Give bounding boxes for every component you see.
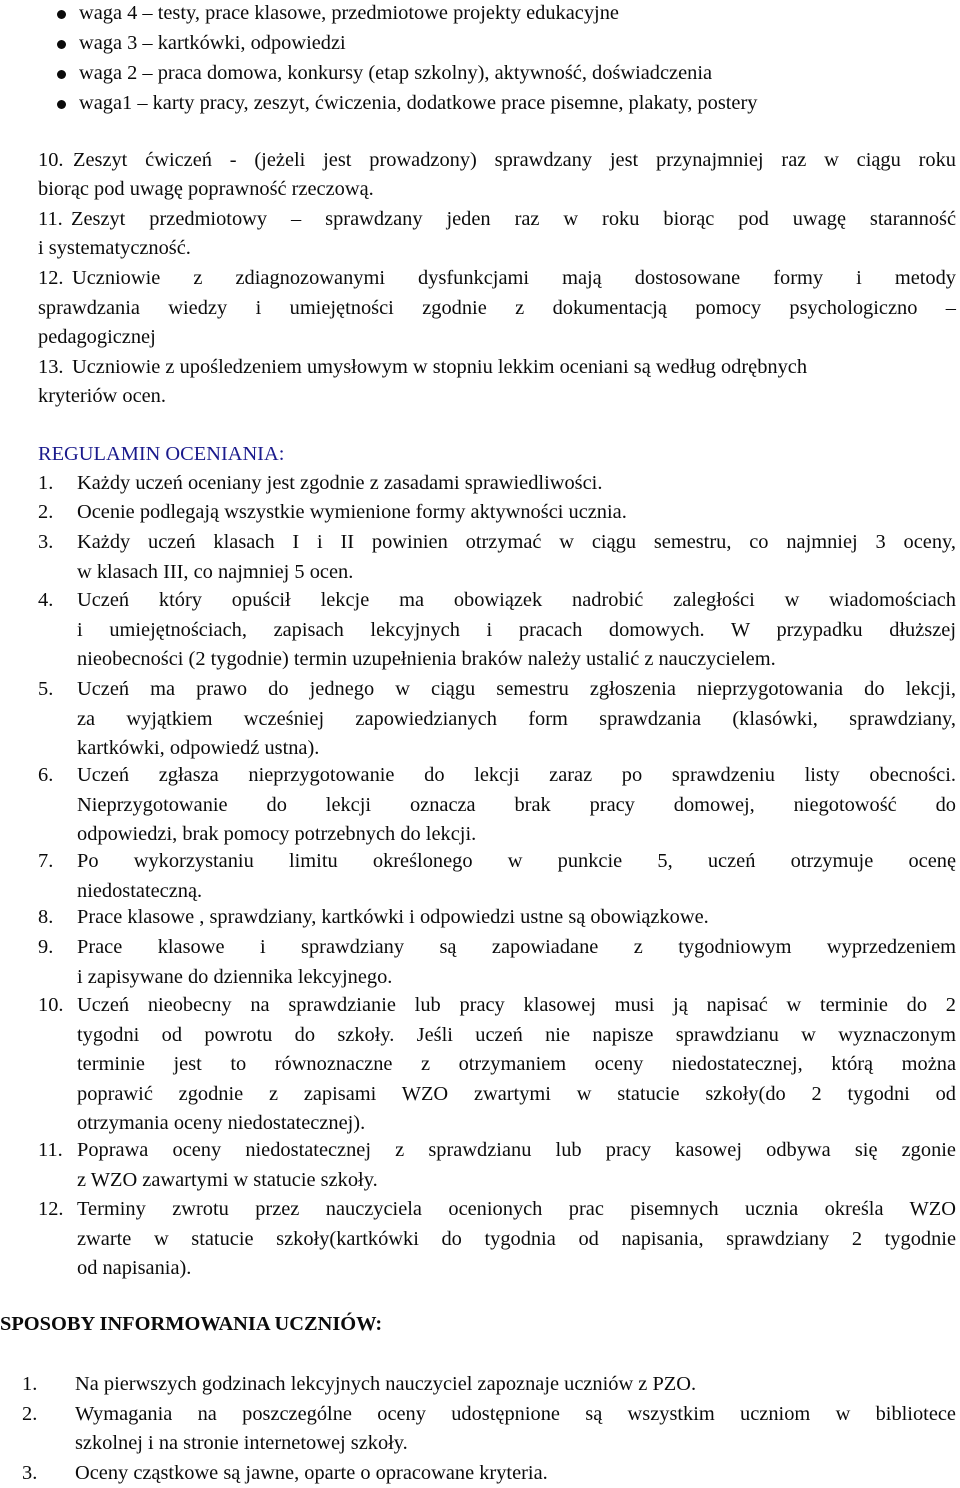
list-item-text: odpowiedzi, brak pomocy potrzebnych do lekcji.	[77, 823, 477, 845]
rule-text: Uczniowie z upośledzeniem umysłowym w stopniu lekkim oceniani są według odrębnych	[72, 356, 808, 378]
list-item-text: otrzymania oceny niedostatecznej).	[77, 1112, 366, 1134]
rule-number: 10.	[38, 149, 64, 171]
list-item-number: 1.	[22, 1373, 38, 1395]
list-item-number: 11.	[38, 1139, 63, 1161]
list-item-text: Oceny cząstkowe są jawne, oparte o opracowane kryteria.	[75, 1462, 548, 1484]
rule-text: Zeszyt przedmiotowy – sprawdzany jeden raz w roku biorąc pod uwagę staranność	[71, 208, 956, 230]
rule-text: sprawdzania wiedzy i umiejętności zgodnie z dokumentacją pomocy psychologiczno –	[38, 297, 956, 319]
rule-number: 11.	[38, 208, 63, 230]
list-item-text: poprawić zgodnie z zapisami WZO zwartymi w statucie szkoły(do 2 tygodni od	[77, 1082, 956, 1105]
list-item-text: od napisania).	[77, 1257, 192, 1279]
list-item-number: 3.	[38, 531, 54, 553]
list-item-number: 6.	[38, 764, 54, 786]
list-item-text: Ocenie podlegają wszystkie wymienione formy aktywności ucznia.	[77, 501, 627, 523]
list-item-text: zwarte w statucie szkoły(kartkówki do tygodnia od napisania, sprawdziany 2 tygodnie	[77, 1227, 956, 1250]
list-item-text: Wymagania na poszczególne oceny udostępnione są wszystkim uczniom w bibliotece	[75, 1403, 956, 1425]
list-item-text: niedostateczną.	[77, 879, 203, 902]
rule-text: Uczniowie z zdiagnozowanymi dysfunkcjami mają dostosowane formy i metody	[72, 267, 956, 289]
list-item-number: 3.	[22, 1462, 38, 1484]
list-item-text: Po wykorzystaniu limitu określonego w punkcie 5, uczeń otrzymuje ocenę	[77, 850, 956, 872]
list-item-text: i zapisywane do dziennika lekcyjnego.	[77, 965, 393, 988]
rule-text: Zeszyt ćwiczeń - (jeżeli jest prowadzony) sprawdzany jest przynajmniej raz w ciągu roku	[73, 149, 956, 171]
sposoby-heading: SPOSOBY INFORMOWANIA UCZNIÓW:	[0, 1313, 383, 1335]
rule-number: 13.	[38, 356, 64, 378]
rule-text: kryteriów ocen.	[38, 385, 166, 407]
list-item-text: z WZO zawartymi w statucie szkoły.	[77, 1168, 378, 1191]
list-item-text: w klasach III, co najmniej 5 ocen.	[77, 560, 354, 583]
list-item-number: 2.	[38, 501, 54, 523]
bullet-icon	[57, 10, 66, 19]
weight-item: waga1 – karty pracy, zeszyt, ćwiczenia, dodatkowe prace pisemne, plakaty, postery	[79, 92, 758, 114]
list-item-text: Uczeń który opuścił lekcje ma obowiązek nadrobić zaległości w wiadomościach	[77, 589, 956, 611]
list-item-text: terminie jest to równoznaczne z otrzymaniem oceny niedostatecznej, którą można	[77, 1053, 956, 1075]
list-item-number: 7.	[38, 850, 54, 872]
rule-number: 12.	[38, 267, 64, 289]
list-item-text: Na pierwszych godzinach lekcyjnych nauczyciel zapoznaje uczniów z PZO.	[75, 1373, 697, 1395]
bullet-icon	[57, 70, 66, 79]
list-item-text: tygodni od powrotu do szkoły. Jeśli uczeń nie napisze sprawdzianu w wyznaczonym	[77, 1023, 956, 1046]
list-item-number: 4.	[38, 589, 54, 611]
bullet-icon	[57, 100, 66, 109]
list-item-text: Prace klasowe i sprawdziany są zapowiadane z tygodniowym wyprzedzeniem	[77, 936, 956, 958]
list-item-text: Terminy zwrotu przez nauczyciela ocenionych prac pisemnych ucznia określa WZO	[77, 1198, 956, 1220]
list-item-text: Uczeń ma prawo do jednego w ciągu semestru zgłoszenia nieprzygotowania do lekcji,	[77, 678, 956, 700]
list-item-text: i umiejętnościach, zapisach lekcyjnych i pracach domowych. W przypadku dłuższej	[77, 618, 956, 641]
rule-text: pedagogicznej	[38, 326, 156, 348]
list-item-text: Prace klasowe , sprawdziany, kartkówki i odpowiedzi ustne są obowiązkowe.	[77, 906, 709, 928]
list-item-text: Nieprzygotowanie do lekcji oznacza brak pracy domowej, niegotowość do	[77, 793, 956, 816]
list-item-text: kartkówki, odpowiedź ustna).	[77, 737, 320, 759]
list-item-number: 8.	[38, 906, 54, 928]
list-item-text: Każdy uczeń oceniany jest zgodnie z zasadami sprawiedliwości.	[77, 472, 603, 494]
weight-item: waga 3 – kartkówki, odpowiedzi	[79, 32, 346, 54]
list-item-text: Uczeń zgłasza nieprzygotowanie do lekcji zaraz po sprawdzeniu listy obecności.	[77, 764, 956, 786]
list-item-number: 12.	[38, 1198, 64, 1220]
list-item-number: 1.	[38, 472, 54, 494]
rule-text: i systematyczność.	[38, 237, 191, 259]
list-item-number: 9.	[38, 936, 54, 958]
bullet-icon	[57, 40, 66, 49]
list-item-text: Każdy uczeń klasach I i II powinien otrzymać w ciągu semestru, co najmniej 3 oceny,	[77, 531, 956, 553]
weight-item: waga 4 – testy, prace klasowe, przedmiotowe projekty edukacyjne	[79, 2, 619, 24]
list-item-text: Poprawa oceny niedostatecznej z sprawdzianu lub pracy kasowej odbywa się zgonie	[77, 1139, 956, 1161]
regulamin-heading: REGULAMIN OCENIANIA:	[38, 443, 285, 465]
list-item-number: 5.	[38, 678, 54, 700]
list-item-number: 10.	[38, 994, 64, 1016]
list-item-number: 2.	[22, 1403, 38, 1425]
weight-item: waga 2 – praca domowa, konkursy (etap szkolny), aktywność, doświadczenia	[79, 62, 713, 84]
list-item-text: za wyjątkiem wcześniej zapowiedzianych form sprawdzania (klasówki, sprawdziany,	[77, 707, 956, 730]
rule-text: biorąc pod uwagę poprawność rzeczową.	[38, 178, 374, 200]
list-item-text: nieobecności (2 tygodnie) termin uzupełnienia braków należy ustalić z nauczycielem.	[77, 648, 776, 670]
list-item-text: Uczeń nieobecny na sprawdzianie lub pracy klasowej musi ją napisać w terminie do 2	[77, 994, 956, 1016]
list-item-text: szkolnej i na stronie internetowej szkoły.	[75, 1432, 408, 1454]
